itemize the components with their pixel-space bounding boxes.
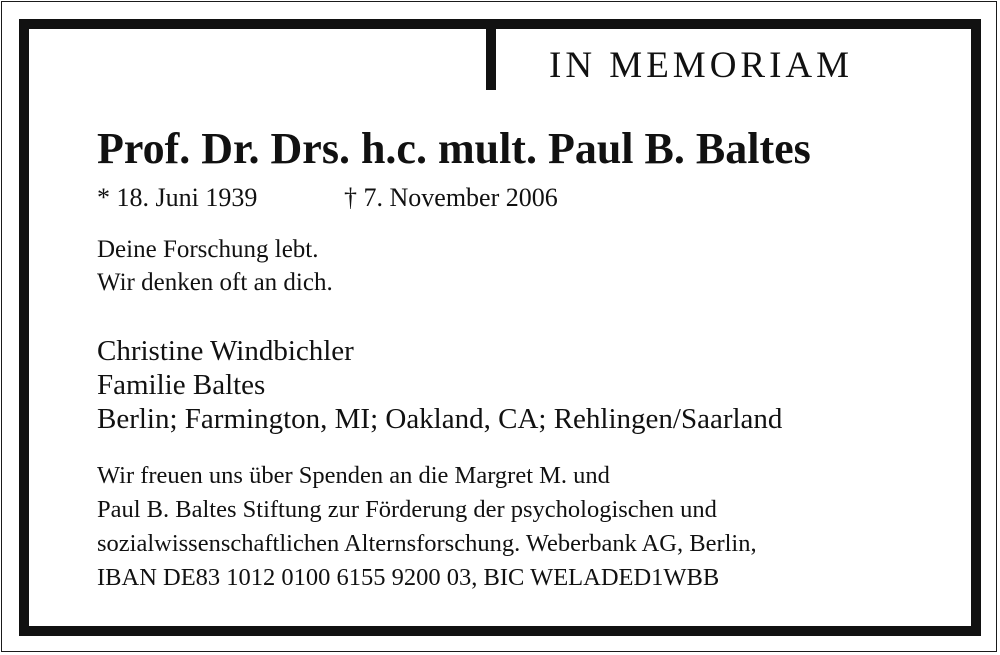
life-dates (97, 182, 558, 214)
bank-details: IBAN DE83 1012 0100 6155 9200 03, BIC WELADED1WBB (97, 564, 720, 591)
donation-notice (97, 459, 757, 595)
mourner-name: Christine Windbichler (97, 335, 354, 367)
donation-line: Paul B. Baltes Stiftung zur Förderung der psychologischen und (97, 496, 717, 523)
donation-line: sozialwissenschaftlichen Alternsforschung. Weberbank AG, Berlin, (97, 530, 757, 557)
header-title: IN MEMORIAM (549, 45, 854, 86)
deceased-name: Prof. Dr. Drs. h.c. mult. Paul B. Baltes (97, 124, 811, 173)
donation-line: Wir freuen uns über Spenden an die Margret M. und (97, 462, 610, 489)
tribute-line: Deine Forschung lebt. (97, 236, 319, 263)
tribute-line: Wir denken oft an dich. (97, 269, 333, 296)
mourner-locations: Berlin; Farmington, MI; Oakland, CA; Rehlingen/Saarland (97, 403, 783, 435)
header-divider-bar (486, 28, 496, 90)
mourners-block (97, 334, 782, 436)
birth-date: * 18. Juni 1939 (97, 183, 258, 212)
tribute-text (97, 233, 333, 299)
mourner-name: Familie Baltes (97, 369, 266, 401)
death-date: † 7. November 2006 (344, 183, 558, 212)
